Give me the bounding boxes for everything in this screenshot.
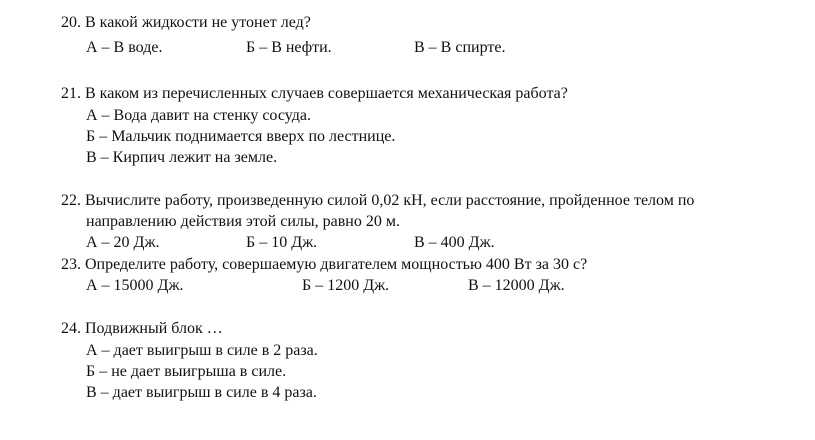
question-21-answer-a: А – Вода давит на стенку сосуда. xyxy=(86,107,311,124)
question-20-answer-b: Б – В нефти. xyxy=(246,39,332,56)
question-22-answer-b: Б – 10 Дж. xyxy=(246,234,318,251)
question-24-stem: 24. Подвижный блок … xyxy=(61,320,223,337)
question-22-stem-line-2: направлению действия этой силы, равно 20 м. xyxy=(86,213,400,230)
question-22-answer-c: В – 400 Дж. xyxy=(414,234,495,251)
question-23-answer-a: А – 15000 Дж. xyxy=(86,277,184,294)
question-24-answer-c: В – дает выигрыш в силе в 4 раза. xyxy=(86,384,317,401)
question-23-answer-b: Б – 1200 Дж. xyxy=(302,277,390,294)
question-20-answer-a: А – В воде. xyxy=(86,39,163,56)
question-21-stem: 21. В каком из перечисленных случаев совершается механическая работа? xyxy=(61,85,568,102)
question-21-answer-b: Б – Мальчик поднимается вверх по лестнице. xyxy=(86,128,396,145)
question-20-stem: 20. В какой жидкости не утонет лед? xyxy=(61,14,311,31)
question-22-answer-a: А – 20 Дж. xyxy=(86,234,160,251)
question-24-answer-a: А – дает выигрыш в силе в 2 раза. xyxy=(86,342,318,359)
question-24-answer-b: Б – не дает выигрыша в силе. xyxy=(86,363,287,380)
question-23-answer-c: В – 12000 Дж. xyxy=(468,277,565,294)
question-21-answer-c: В – Кирпич лежит на земле. xyxy=(86,149,278,166)
question-22-stem-line-1: 22. Вычислите работу, произведенную силой 0,02 кН, если расстояние, пройденное телом по xyxy=(61,192,695,209)
question-20-answer-c: В – В спирте. xyxy=(414,39,506,56)
question-23-stem: 23. Определите работу, совершаемую двигателем мощностью 400 Вт за 30 с? xyxy=(61,256,588,273)
